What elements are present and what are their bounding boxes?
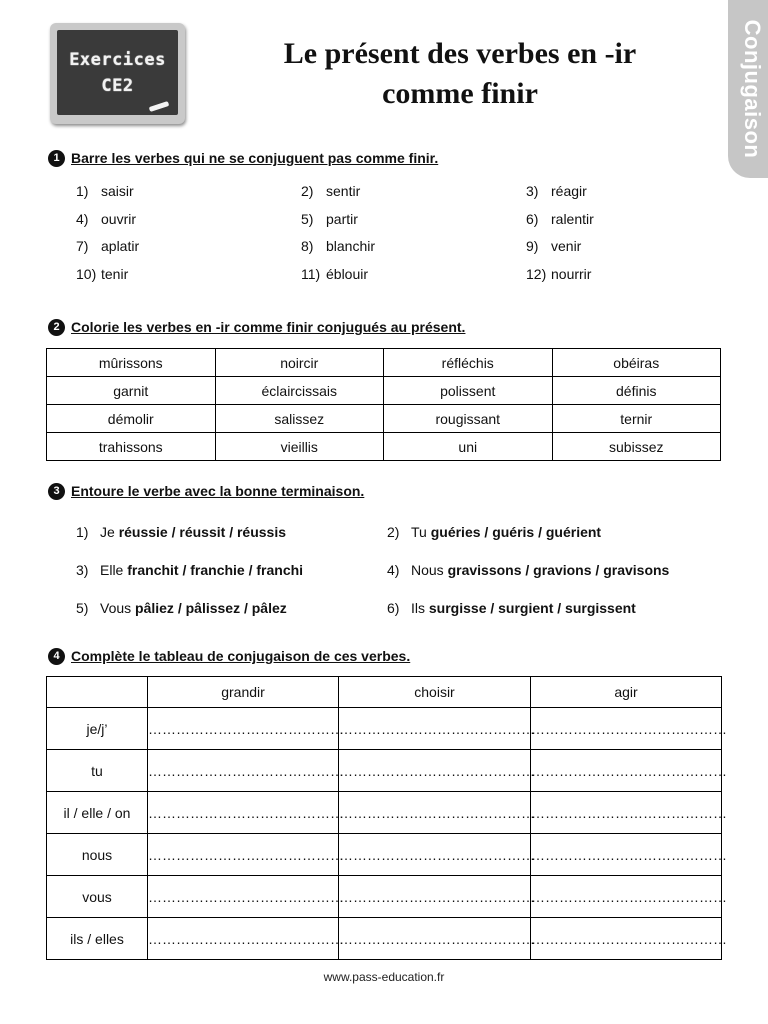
column-header: choisir: [339, 677, 531, 708]
answer-blank[interactable]: ……………………………………: [531, 834, 722, 876]
pronoun-cell: ils / elles: [47, 918, 148, 960]
exercise-number-badge: 1: [48, 150, 65, 167]
exercise-1-heading: [48, 149, 438, 167]
exercise-4-instruction: Complète le tableau de conjugaison de ces verbes.: [71, 648, 411, 664]
list-item: 2) sentir: [301, 183, 361, 199]
verb-cell[interactable]: démolir: [47, 405, 216, 433]
subject-side-tab: [728, 0, 768, 178]
page-title: [200, 34, 720, 114]
verb-cell[interactable]: mûrissons: [47, 349, 216, 377]
corner-cell: [47, 677, 148, 708]
verb-cell[interactable]: noircir: [215, 349, 384, 377]
table-header-row: [47, 677, 722, 708]
verb-cell[interactable]: obéiras: [552, 349, 721, 377]
table-row: [47, 876, 722, 918]
exercise-number-badge: 3: [48, 483, 65, 500]
list-item: 6) ralentir: [526, 211, 594, 227]
pronoun-cell: je/j’: [47, 708, 148, 750]
verb-cell[interactable]: vieillis: [215, 433, 384, 461]
answer-blank[interactable]: ……………………………………: [339, 792, 531, 834]
badge-line2: CE2: [101, 75, 134, 96]
answer-blank[interactable]: ……………………………………: [148, 834, 339, 876]
list-item: 1) Je réussie / réussit / réussis: [76, 524, 287, 540]
answer-blank[interactable]: ……………………………………: [531, 792, 722, 834]
verb-cell[interactable]: définis: [552, 377, 721, 405]
table-row: [47, 405, 721, 433]
answer-blank[interactable]: ……………………………………: [148, 708, 339, 750]
column-header: agir: [531, 677, 722, 708]
list-item: 11) éblouir: [301, 266, 369, 282]
badge-line1: Exercices: [69, 49, 166, 70]
exercices-ce2-badge: [50, 23, 185, 124]
exercise-1-instruction: Barre les verbes qui ne se conjuguent pas comme finir.: [71, 150, 439, 166]
verb-cell[interactable]: rougissant: [384, 405, 553, 433]
verb-cell[interactable]: subissez: [552, 433, 721, 461]
verb-cell[interactable]: réfléchis: [384, 349, 553, 377]
pronoun-cell: vous: [47, 876, 148, 918]
footer-url[interactable]: www.pass-education.fr: [323, 970, 445, 984]
pronoun-cell: il / elle / on: [47, 792, 148, 834]
answer-blank[interactable]: ……………………………………: [339, 708, 531, 750]
pronoun-cell: nous: [47, 834, 148, 876]
list-item: 7) aplatir: [76, 238, 140, 254]
exercise-2-table: [46, 348, 721, 461]
answer-blank[interactable]: ……………………………………: [148, 792, 339, 834]
table-row: [47, 792, 722, 834]
list-item: 5) partir: [301, 211, 358, 227]
verb-choices[interactable]: réussie / réussit / réussis: [118, 524, 287, 540]
verb-cell[interactable]: éclaircissais: [215, 377, 384, 405]
verb-cell[interactable]: garnit: [47, 377, 216, 405]
verb-cell[interactable]: uni: [384, 433, 553, 461]
exercise-number-badge: 4: [48, 648, 65, 665]
verb-cell[interactable]: polissent: [384, 377, 553, 405]
answer-blank[interactable]: ……………………………………: [531, 708, 722, 750]
exercise-3-heading: [48, 482, 364, 500]
title-line1: Le présent des verbes en -ir: [283, 37, 637, 70]
list-item: 5) Vous pâliez / pâlissez / pâlez: [76, 600, 287, 616]
list-item: 10) tenir: [76, 266, 129, 282]
pronoun-cell: tu: [47, 750, 148, 792]
table-row: [47, 377, 721, 405]
list-item: 4) Nous gravissons / gravions / gravisons: [387, 562, 670, 578]
column-header: grandir: [148, 677, 339, 708]
answer-blank[interactable]: ……………………………………: [531, 918, 722, 960]
list-item: 12) nourrir: [526, 266, 592, 282]
list-item: 3) Elle franchit / franchie / franchi: [76, 562, 304, 578]
exercise-2-instruction: Colorie les verbes en -ir comme finir conjugués au présent.: [71, 319, 466, 335]
answer-blank[interactable]: ……………………………………: [531, 876, 722, 918]
answer-blank[interactable]: ……………………………………: [339, 876, 531, 918]
side-tab-label: Conjugaison: [740, 19, 765, 159]
answer-blank[interactable]: ……………………………………: [531, 750, 722, 792]
verb-choices[interactable]: gravissons / gravions / gravisons: [447, 562, 670, 578]
answer-blank[interactable]: ……………………………………: [148, 750, 339, 792]
list-item: 4) ouvrir: [76, 211, 137, 227]
exercise-3-instruction: Entoure le verbe avec la bonne terminaison.: [71, 483, 365, 499]
title-line2: comme finir: [382, 77, 538, 110]
answer-blank[interactable]: ……………………………………: [148, 918, 339, 960]
answer-blank[interactable]: ……………………………………: [339, 750, 531, 792]
exercise-4-heading: [48, 647, 410, 665]
verb-choices[interactable]: franchit / franchie / franchi: [127, 562, 304, 578]
verb-choices[interactable]: pâliez / pâlissez / pâlez: [135, 600, 287, 616]
exercise-2-heading: [48, 318, 465, 336]
table-row: [47, 918, 722, 960]
list-item: 1) saisir: [76, 183, 134, 199]
table-row: [47, 433, 721, 461]
exercise-number-badge: 2: [48, 319, 65, 336]
verb-cell[interactable]: trahissons: [47, 433, 216, 461]
answer-blank[interactable]: ……………………………………: [148, 876, 339, 918]
list-item: 6) Ils surgisse / surgient / surgissent: [387, 600, 636, 616]
chalkboard: [57, 30, 178, 115]
table-row: [47, 750, 722, 792]
answer-blank[interactable]: ……………………………………: [339, 834, 531, 876]
verb-cell[interactable]: ternir: [552, 405, 721, 433]
list-item: 3) réagir: [526, 183, 587, 199]
list-item: 2) Tu guéries / guéris / guérient: [387, 524, 602, 540]
verb-choices[interactable]: guéries / guéris / guérient: [430, 524, 602, 540]
table-row: [47, 708, 722, 750]
conjugation-table: [46, 676, 727, 960]
table-row: [47, 834, 722, 876]
list-item: 9) venir: [526, 238, 582, 254]
answer-blank[interactable]: ……………………………………: [339, 918, 531, 960]
verb-cell[interactable]: salissez: [215, 405, 384, 433]
list-item: 8) blanchir: [301, 238, 376, 254]
table-row: [47, 349, 721, 377]
verb-choices[interactable]: surgisse / surgient / surgissent: [428, 600, 636, 616]
